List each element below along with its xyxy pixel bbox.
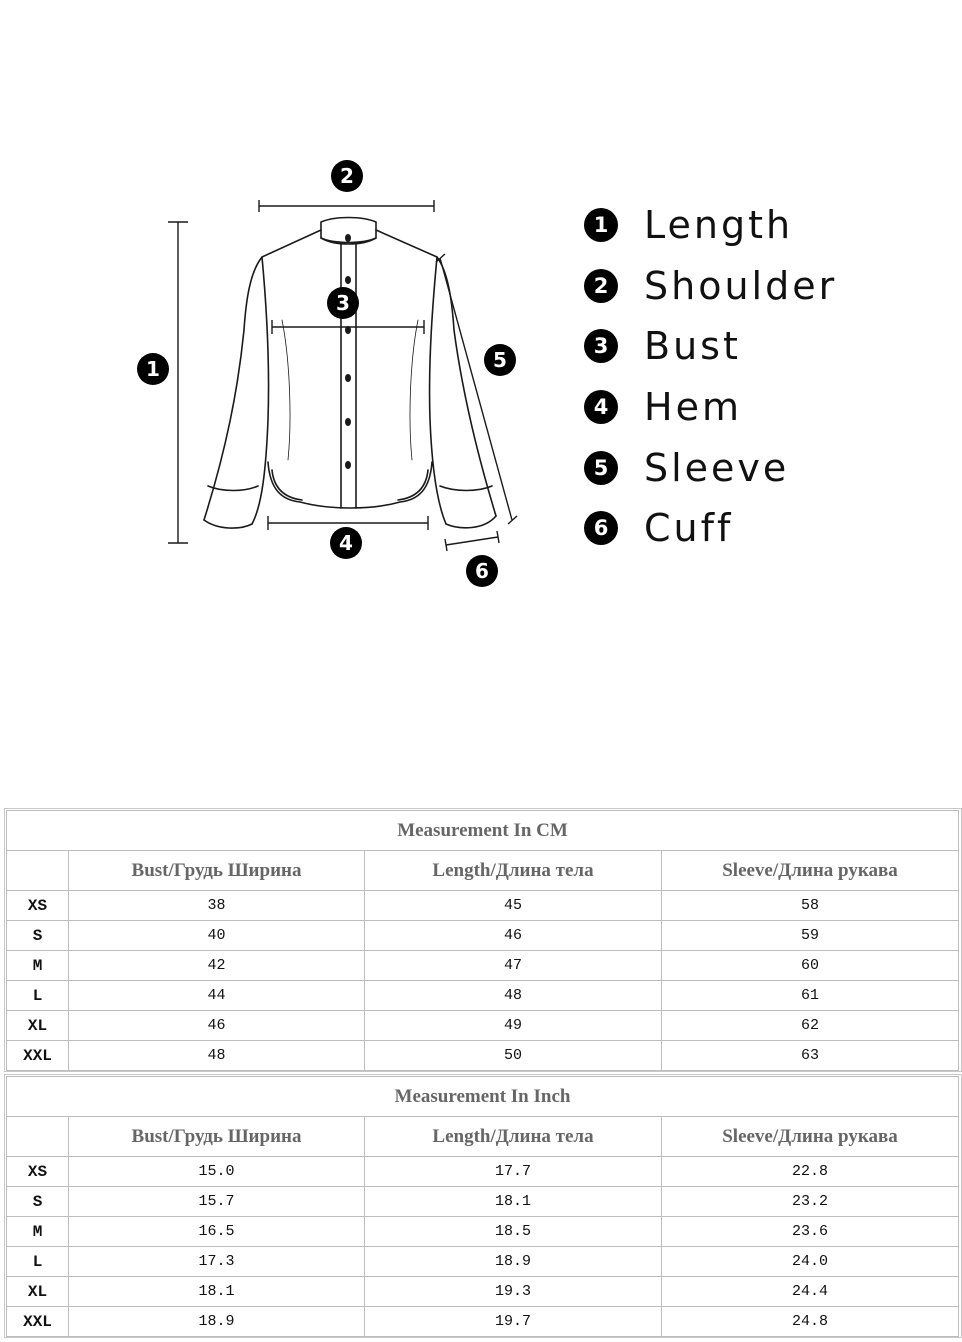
bust-value: 38 — [69, 891, 365, 921]
marker-length — [137, 353, 169, 385]
header-bust: Bust/Грудь Ширина — [69, 1117, 365, 1157]
size-label: XXL — [7, 1041, 69, 1071]
sleeve-value: 63 — [662, 1041, 959, 1071]
table-header-row — [7, 851, 959, 891]
size-label: XL — [7, 1011, 69, 1041]
size-label: XS — [7, 891, 69, 921]
legend-number: 2 — [584, 269, 618, 303]
marker-sleeve — [484, 344, 516, 376]
legend-number: 6 — [584, 511, 618, 545]
length-value: 50 — [365, 1041, 662, 1071]
size-table-cm — [6, 810, 959, 1071]
size-label: XXL — [7, 1307, 69, 1337]
size-label: S — [7, 1187, 69, 1217]
size-label: S — [7, 921, 69, 951]
header-sleeve: Sleeve/Длина рукава — [662, 851, 959, 891]
svg-text:6: 6 — [475, 559, 489, 583]
sleeve-value: 59 — [662, 921, 959, 951]
sleeve-value: 23.2 — [662, 1187, 959, 1217]
header-sleeve: Sleeve/Длина рукава — [662, 1117, 959, 1157]
size-label: XL — [7, 1277, 69, 1307]
legend-item-bust — [584, 321, 741, 371]
header-length: Length/Длина тела — [365, 1117, 662, 1157]
measure-lines — [168, 200, 517, 551]
length-value: 17.7 — [365, 1157, 662, 1187]
svg-text:4: 4 — [339, 531, 353, 555]
svg-text:2: 2 — [340, 164, 354, 188]
legend-number: 5 — [584, 451, 618, 485]
header-length: Length/Длина тела — [365, 851, 662, 891]
bust-value: 17.3 — [69, 1247, 365, 1277]
header-size — [7, 1117, 69, 1157]
legend-item-length — [584, 200, 793, 250]
table-row — [7, 1217, 959, 1247]
length-value: 19.3 — [365, 1277, 662, 1307]
legend-number: 1 — [584, 208, 618, 242]
table-row — [7, 981, 959, 1011]
legend-number: 4 — [584, 390, 618, 424]
table-row — [7, 1041, 959, 1071]
table-row — [7, 891, 959, 921]
table-row — [7, 1307, 959, 1337]
marker-shoulder — [331, 160, 363, 192]
length-value: 45 — [365, 891, 662, 921]
shirt-buttons — [345, 234, 351, 469]
sleeve-value: 61 — [662, 981, 959, 1011]
sleeve-value: 62 — [662, 1011, 959, 1041]
table-row — [7, 1187, 959, 1217]
sleeve-value: 58 — [662, 891, 959, 921]
svg-text:1: 1 — [146, 357, 160, 381]
size-label: XS — [7, 1157, 69, 1187]
bust-value: 40 — [69, 921, 365, 951]
sleeve-value: 24.8 — [662, 1307, 959, 1337]
sleeve-value: 23.6 — [662, 1217, 959, 1247]
length-value: 19.7 — [365, 1307, 662, 1337]
header-bust: Bust/Грудь Ширина — [69, 851, 365, 891]
header-size — [7, 851, 69, 891]
svg-text:5: 5 — [493, 348, 507, 372]
table-title: Measurement In Inch — [7, 1077, 959, 1117]
bust-value: 48 — [69, 1041, 365, 1071]
length-value: 47 — [365, 951, 662, 981]
bust-value: 44 — [69, 981, 365, 1011]
length-value: 48 — [365, 981, 662, 1011]
legend-number: 3 — [584, 329, 618, 363]
legend-label: Hem — [644, 385, 742, 429]
size-label: M — [7, 951, 69, 981]
marker-hem — [330, 527, 362, 559]
legend-item-sleeve — [584, 443, 789, 493]
sleeve-value: 22.8 — [662, 1157, 959, 1187]
length-value: 18.1 — [365, 1187, 662, 1217]
length-value: 49 — [365, 1011, 662, 1041]
legend-label: Length — [644, 203, 794, 247]
legend-label: Sleeve — [644, 446, 790, 490]
bust-value: 16.5 — [69, 1217, 365, 1247]
table-header-row — [7, 1117, 959, 1157]
sleeve-value: 24.0 — [662, 1247, 959, 1277]
table-title-row — [7, 811, 959, 851]
table-title-row — [7, 1077, 959, 1117]
marker-cuff — [466, 555, 498, 587]
bust-value: 42 — [69, 951, 365, 981]
legend-item-hem — [584, 382, 742, 432]
table-row — [7, 951, 959, 981]
shirt-outline — [204, 218, 496, 529]
table-row — [7, 1277, 959, 1307]
bust-value: 46 — [69, 1011, 365, 1041]
bust-value: 15.7 — [69, 1187, 365, 1217]
legend-label: Bust — [644, 324, 741, 368]
size-label: L — [7, 981, 69, 1011]
sleeve-value: 60 — [662, 951, 959, 981]
table-row — [7, 1157, 959, 1187]
legend-label: Shoulder — [644, 264, 838, 308]
size-label: L — [7, 1247, 69, 1277]
table-row — [7, 1247, 959, 1277]
table-row — [7, 1011, 959, 1041]
bust-value: 18.9 — [69, 1307, 365, 1337]
length-value: 18.9 — [365, 1247, 662, 1277]
bust-value: 15.0 — [69, 1157, 365, 1187]
svg-text:3: 3 — [336, 291, 350, 315]
size-table-inch — [6, 1076, 959, 1337]
legend-item-shoulder — [584, 261, 837, 311]
legend-label: Cuff — [644, 506, 734, 550]
length-value: 18.5 — [365, 1217, 662, 1247]
sleeve-value: 24.4 — [662, 1277, 959, 1307]
table-row — [7, 921, 959, 951]
bust-value: 18.1 — [69, 1277, 365, 1307]
marker-bust — [327, 287, 359, 319]
legend-item-cuff — [584, 503, 733, 553]
length-value: 46 — [365, 921, 662, 951]
size-label: M — [7, 1217, 69, 1247]
table-title: Measurement In CM — [7, 811, 959, 851]
